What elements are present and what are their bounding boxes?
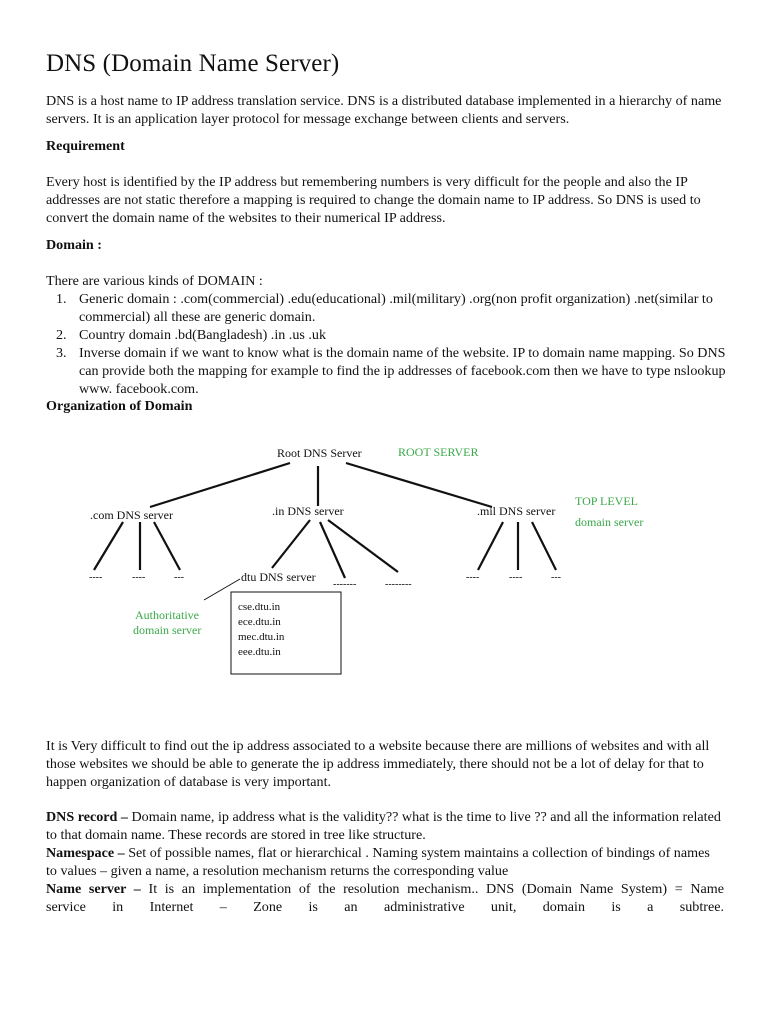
edge-mil-child: [532, 522, 556, 570]
host-entry: mec.dtu.in: [238, 631, 285, 643]
mil-placeholder: ----: [466, 572, 480, 583]
authoritative-pointer: [204, 579, 240, 600]
namespace-text: Set of possible names, flat or hierarchical . Naming system maintains a collection of bindings of names to values – given a name, a resolution mechanism returns the corresponding value: [46, 845, 710, 879]
host-entry: ece.dtu.in: [238, 616, 281, 628]
top-level-tag: TOP LEVEL: [575, 494, 638, 508]
requirement-heading: Requirement: [46, 138, 125, 154]
mil-placeholder: ----: [509, 572, 523, 583]
dns-record-term: DNS record –: [46, 809, 128, 825]
intro-paragraph: DNS is a host name to IP address translation service. DNS is a distributed database implemented in a hierarchy of name servers. It is an application layer protocol for message exchange between clients and servers.: [46, 93, 722, 127]
difficulty-paragraph: It is Very difficult to find out the ip address associated to a website because there are millions of websites and with all those websites we should be able to generate the ip address immediately, there should not be a lot of delay for that to happen organization of database is very important.: [46, 738, 710, 790]
domain-lead: There are various kinds of DOMAIN :: [46, 273, 263, 289]
name-server-term: Name server –: [46, 881, 141, 897]
in-placeholder: -------: [333, 579, 357, 590]
dns-hierarchy-diagram: [0, 430, 768, 700]
domain-list: [46, 290, 726, 398]
list-number: 1.: [56, 291, 67, 307]
in-placeholder: --------: [385, 579, 412, 590]
domain-server-tag: domain server: [575, 515, 644, 529]
edge-com-child: [154, 522, 180, 570]
namespace-term: Namespace –: [46, 845, 125, 861]
page-title: DNS (Domain Name Server): [46, 50, 340, 77]
com-dns-server-label: .com DNS server: [90, 508, 173, 522]
mil-dns-server-label: .mil DNS server: [477, 504, 556, 518]
list-number: 3.: [56, 345, 67, 361]
dtu-dns-server-label: dtu DNS server: [241, 570, 316, 584]
name-server-line2: service in Internet – Zone is an administrative unit, domain is a subtree.: [46, 899, 724, 915]
list-item-text: Country domain .bd(Bangladesh) .in .us .uk: [79, 327, 327, 343]
list-item-text: Inverse domain if we want to know what is the domain name of the website. IP to domain name mapping. So DNS can provide both the mapping for example to find the ip addresses of facebook.com then we have to type nslookup www. facebook.com.: [79, 345, 726, 397]
com-placeholder: ----: [89, 572, 103, 583]
root-server-tag: ROOT SERVER: [398, 445, 479, 459]
edge-com-child: [94, 522, 123, 570]
root-dns-server-label: Root DNS Server: [277, 446, 362, 460]
authoritative-label: domain server: [133, 623, 202, 637]
dns-record-paragraph: [46, 808, 724, 844]
host-entry: eee.dtu.in: [238, 646, 281, 658]
list-item: [46, 344, 726, 398]
edge-mil-child: [478, 522, 503, 570]
com-placeholder: ----: [132, 572, 146, 583]
edge-in-dtu: [272, 520, 310, 568]
authoritative-label: Authoritative: [135, 608, 199, 622]
domain-heading: Domain :: [46, 237, 102, 253]
mil-placeholder: ---: [551, 572, 561, 583]
list-item-text: Generic domain : .com(commercial) .edu(educational) .mil(military) .org(non profit organization) .net(similar to commercial) all these are generic domain.: [79, 291, 713, 325]
host-entry: cse.dtu.in: [238, 601, 281, 613]
in-dns-server-label: .in DNS server: [272, 504, 344, 518]
name-server-paragraph: [46, 880, 724, 898]
list-item: [46, 326, 726, 344]
edge-root-com: [150, 463, 290, 507]
list-number: 2.: [56, 327, 67, 343]
organization-heading: Organization of Domain: [46, 398, 193, 414]
requirement-paragraph: Every host is identified by the IP address but remembering numbers is very difficult for the people and also the IP addresses are not static therefore a mapping is required to change the domain name to IP address. So DNS is used to convert the domain name of the websites to their numerical IP address.: [46, 174, 701, 226]
com-placeholder: ---: [174, 572, 184, 583]
dns-record-text: Domain name, ip address what is the validity?? what is the time to live ?? and all the information related to that domain name. These records are stored in tree like structure.: [46, 809, 721, 843]
edge-root-mil: [346, 463, 492, 507]
name-server-text: It is an implementation of the resolution mechanism.. DNS (Domain Name System) = Name: [140, 881, 724, 897]
namespace-paragraph: [46, 844, 724, 880]
list-item: [46, 290, 726, 326]
